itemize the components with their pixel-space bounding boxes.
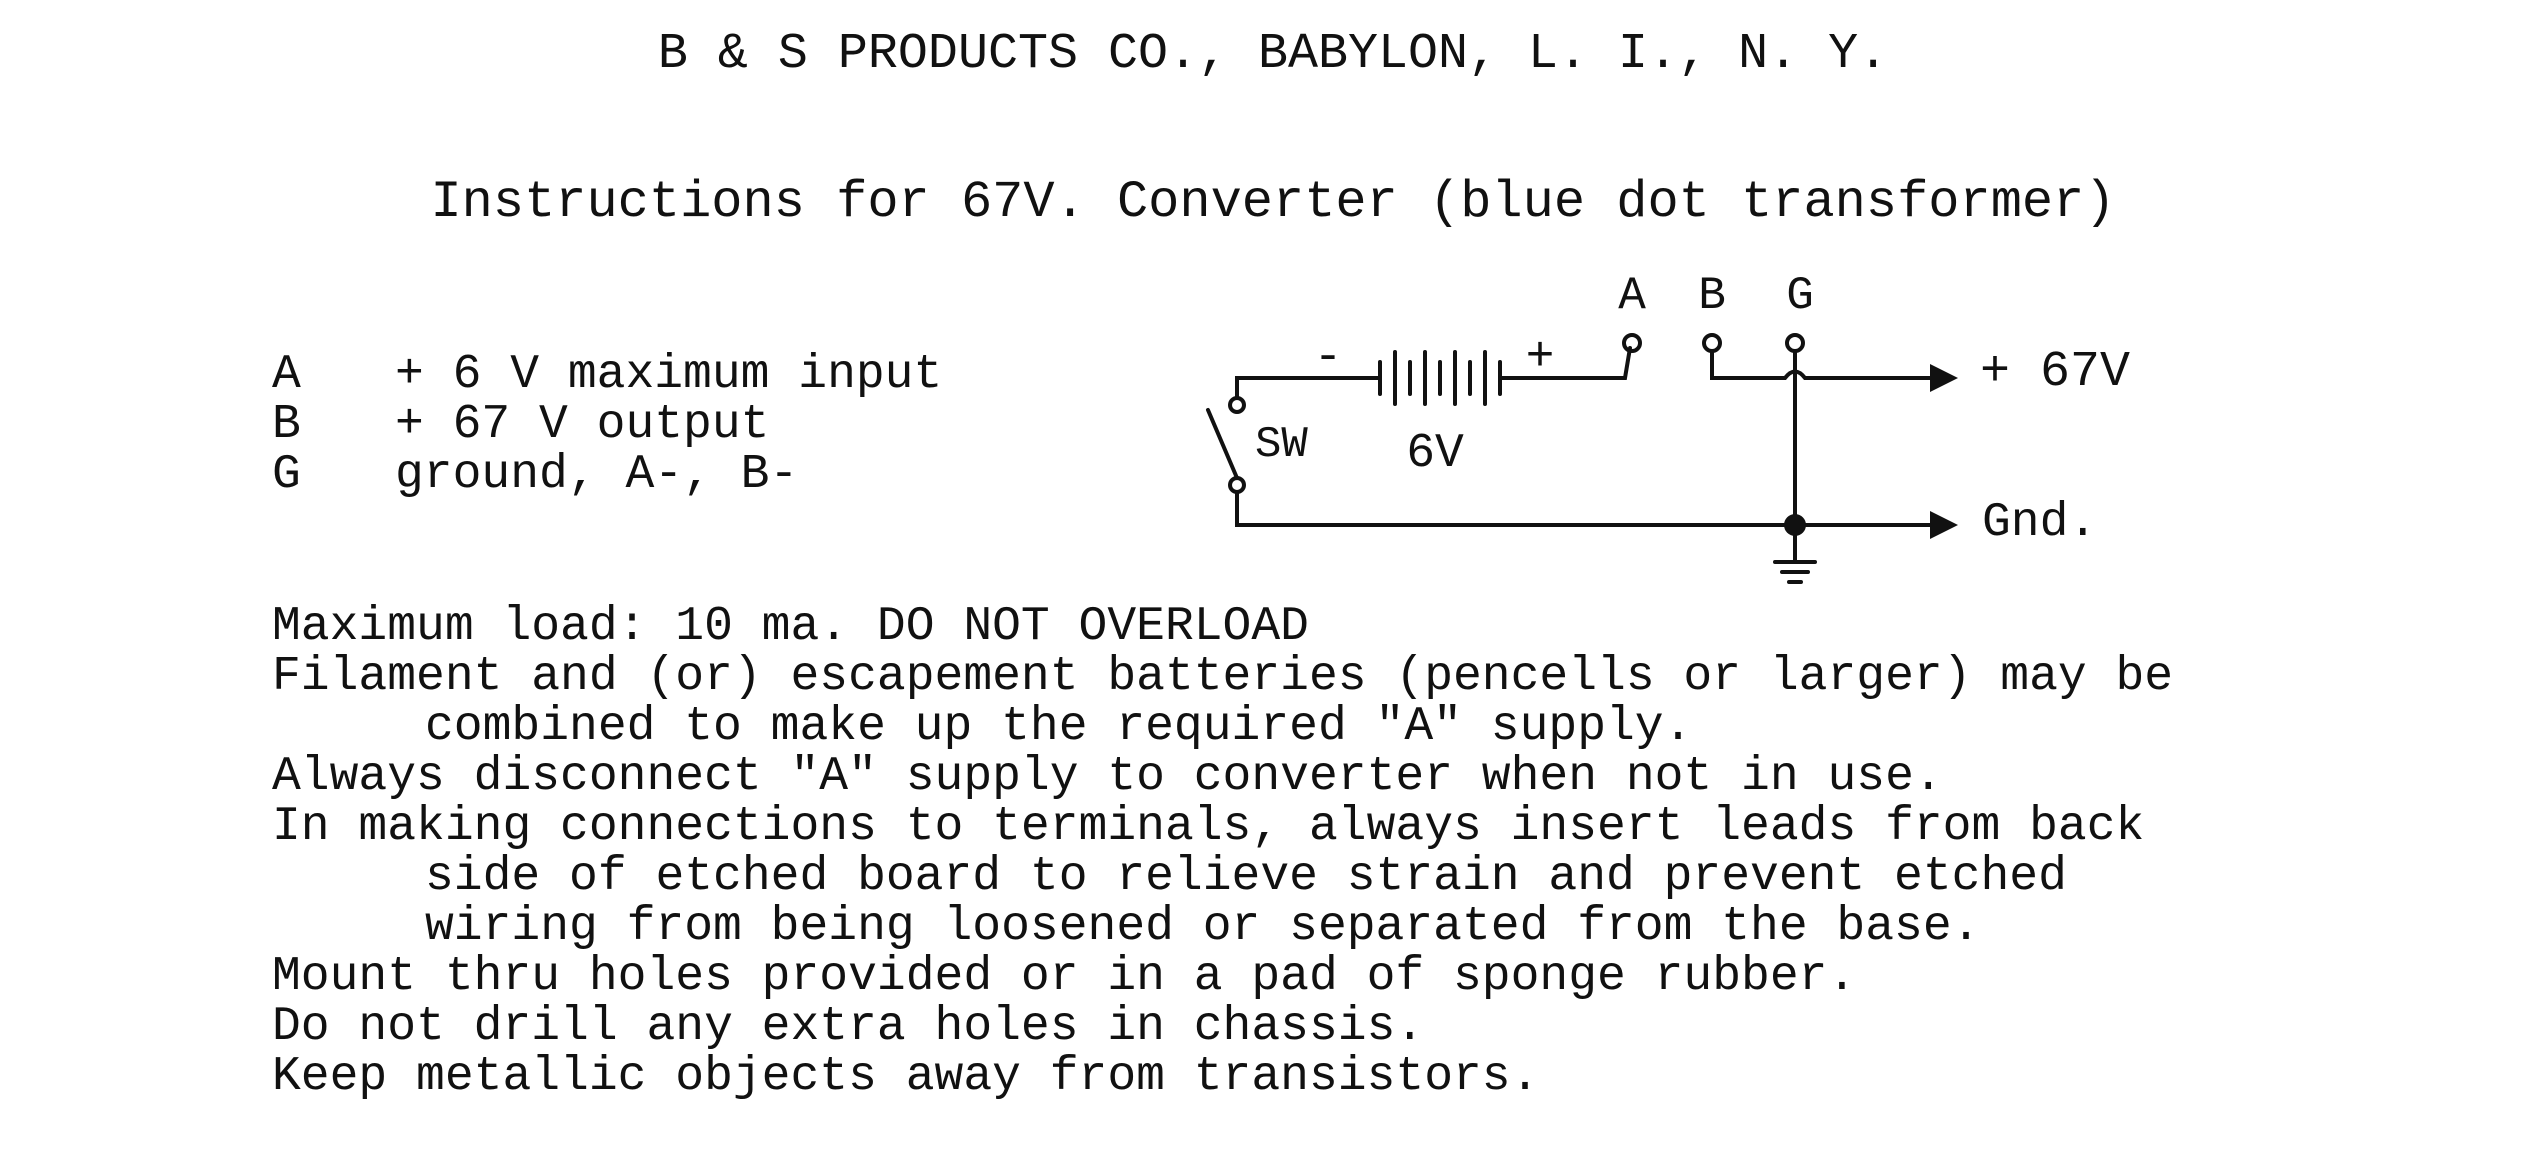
junction-dot (1784, 514, 1806, 536)
instruction-line: Always disconnect "A" supply to converter when not in use. (272, 750, 1943, 804)
terminal-g (1787, 335, 1803, 351)
company-header: B & S PRODUCTS CO., BABYLON, L. I., N. Y. (657, 26, 1889, 83)
legend-key-b: B (272, 398, 301, 452)
wire-switch-to-battery (1237, 378, 1380, 398)
legend-desc-b: + 67 V output (395, 398, 770, 452)
label-terminal-a: A (1618, 270, 1646, 322)
label-output: + 67V (1980, 344, 2131, 401)
output-arrow-icon (1930, 364, 1958, 392)
instruction-line: Mount thru holes provided or in a pad of sponge rubber. (272, 950, 1857, 1004)
switch-lever (1208, 410, 1237, 478)
switch-contact-bottom (1230, 478, 1244, 492)
label-battery-plus: + (1525, 331, 1555, 385)
instruction-line: Do not drill any extra holes in chassis. (272, 1000, 1425, 1054)
legend-desc-a: + 6 V maximum input (395, 348, 943, 402)
terminal-a (1624, 335, 1640, 351)
legend-desc-g: ground, A-, B- (395, 448, 799, 502)
instruction-line: Filament and (or) escapement batteries (pencells or larger) may be (272, 650, 2174, 704)
label-terminal-g: G (1786, 270, 1814, 322)
legend-key-a: A (272, 348, 301, 402)
wire-b-to-output (1712, 351, 1930, 378)
label-switch: SW (1255, 420, 1308, 470)
legend-key-g: G (272, 448, 301, 502)
terminal-b (1704, 335, 1720, 351)
instruction-line: Keep metallic objects away from transistors. (272, 1050, 1540, 1104)
ground-arrow-icon (1930, 511, 1958, 539)
instruction-line: wiring from being loosened or separated from the base. (425, 900, 1981, 954)
instruction-line: In making connections to terminals, always insert leads from back (272, 800, 2145, 854)
label-battery-voltage: 6V (1406, 427, 1464, 481)
instruction-line: Maximum load: 10 ma. DO NOT OVERLOAD (272, 600, 1309, 654)
instruction-line: combined to make up the required "A" supply. (425, 700, 1693, 754)
wire-battery-to-a (1500, 348, 1630, 378)
battery-symbol (1380, 352, 1500, 404)
label-battery-minus: - (1313, 331, 1343, 385)
instruction-line: side of etched board to relieve strain and prevent etched (425, 850, 2067, 904)
label-ground: Gnd. (1982, 496, 2098, 550)
wire-ground-bus (1237, 492, 1930, 525)
switch-contact-top (1230, 398, 1244, 412)
document-title: Instructions for 67V. Converter (blue dot transformer) (430, 173, 2116, 232)
label-terminal-b: B (1698, 270, 1726, 322)
